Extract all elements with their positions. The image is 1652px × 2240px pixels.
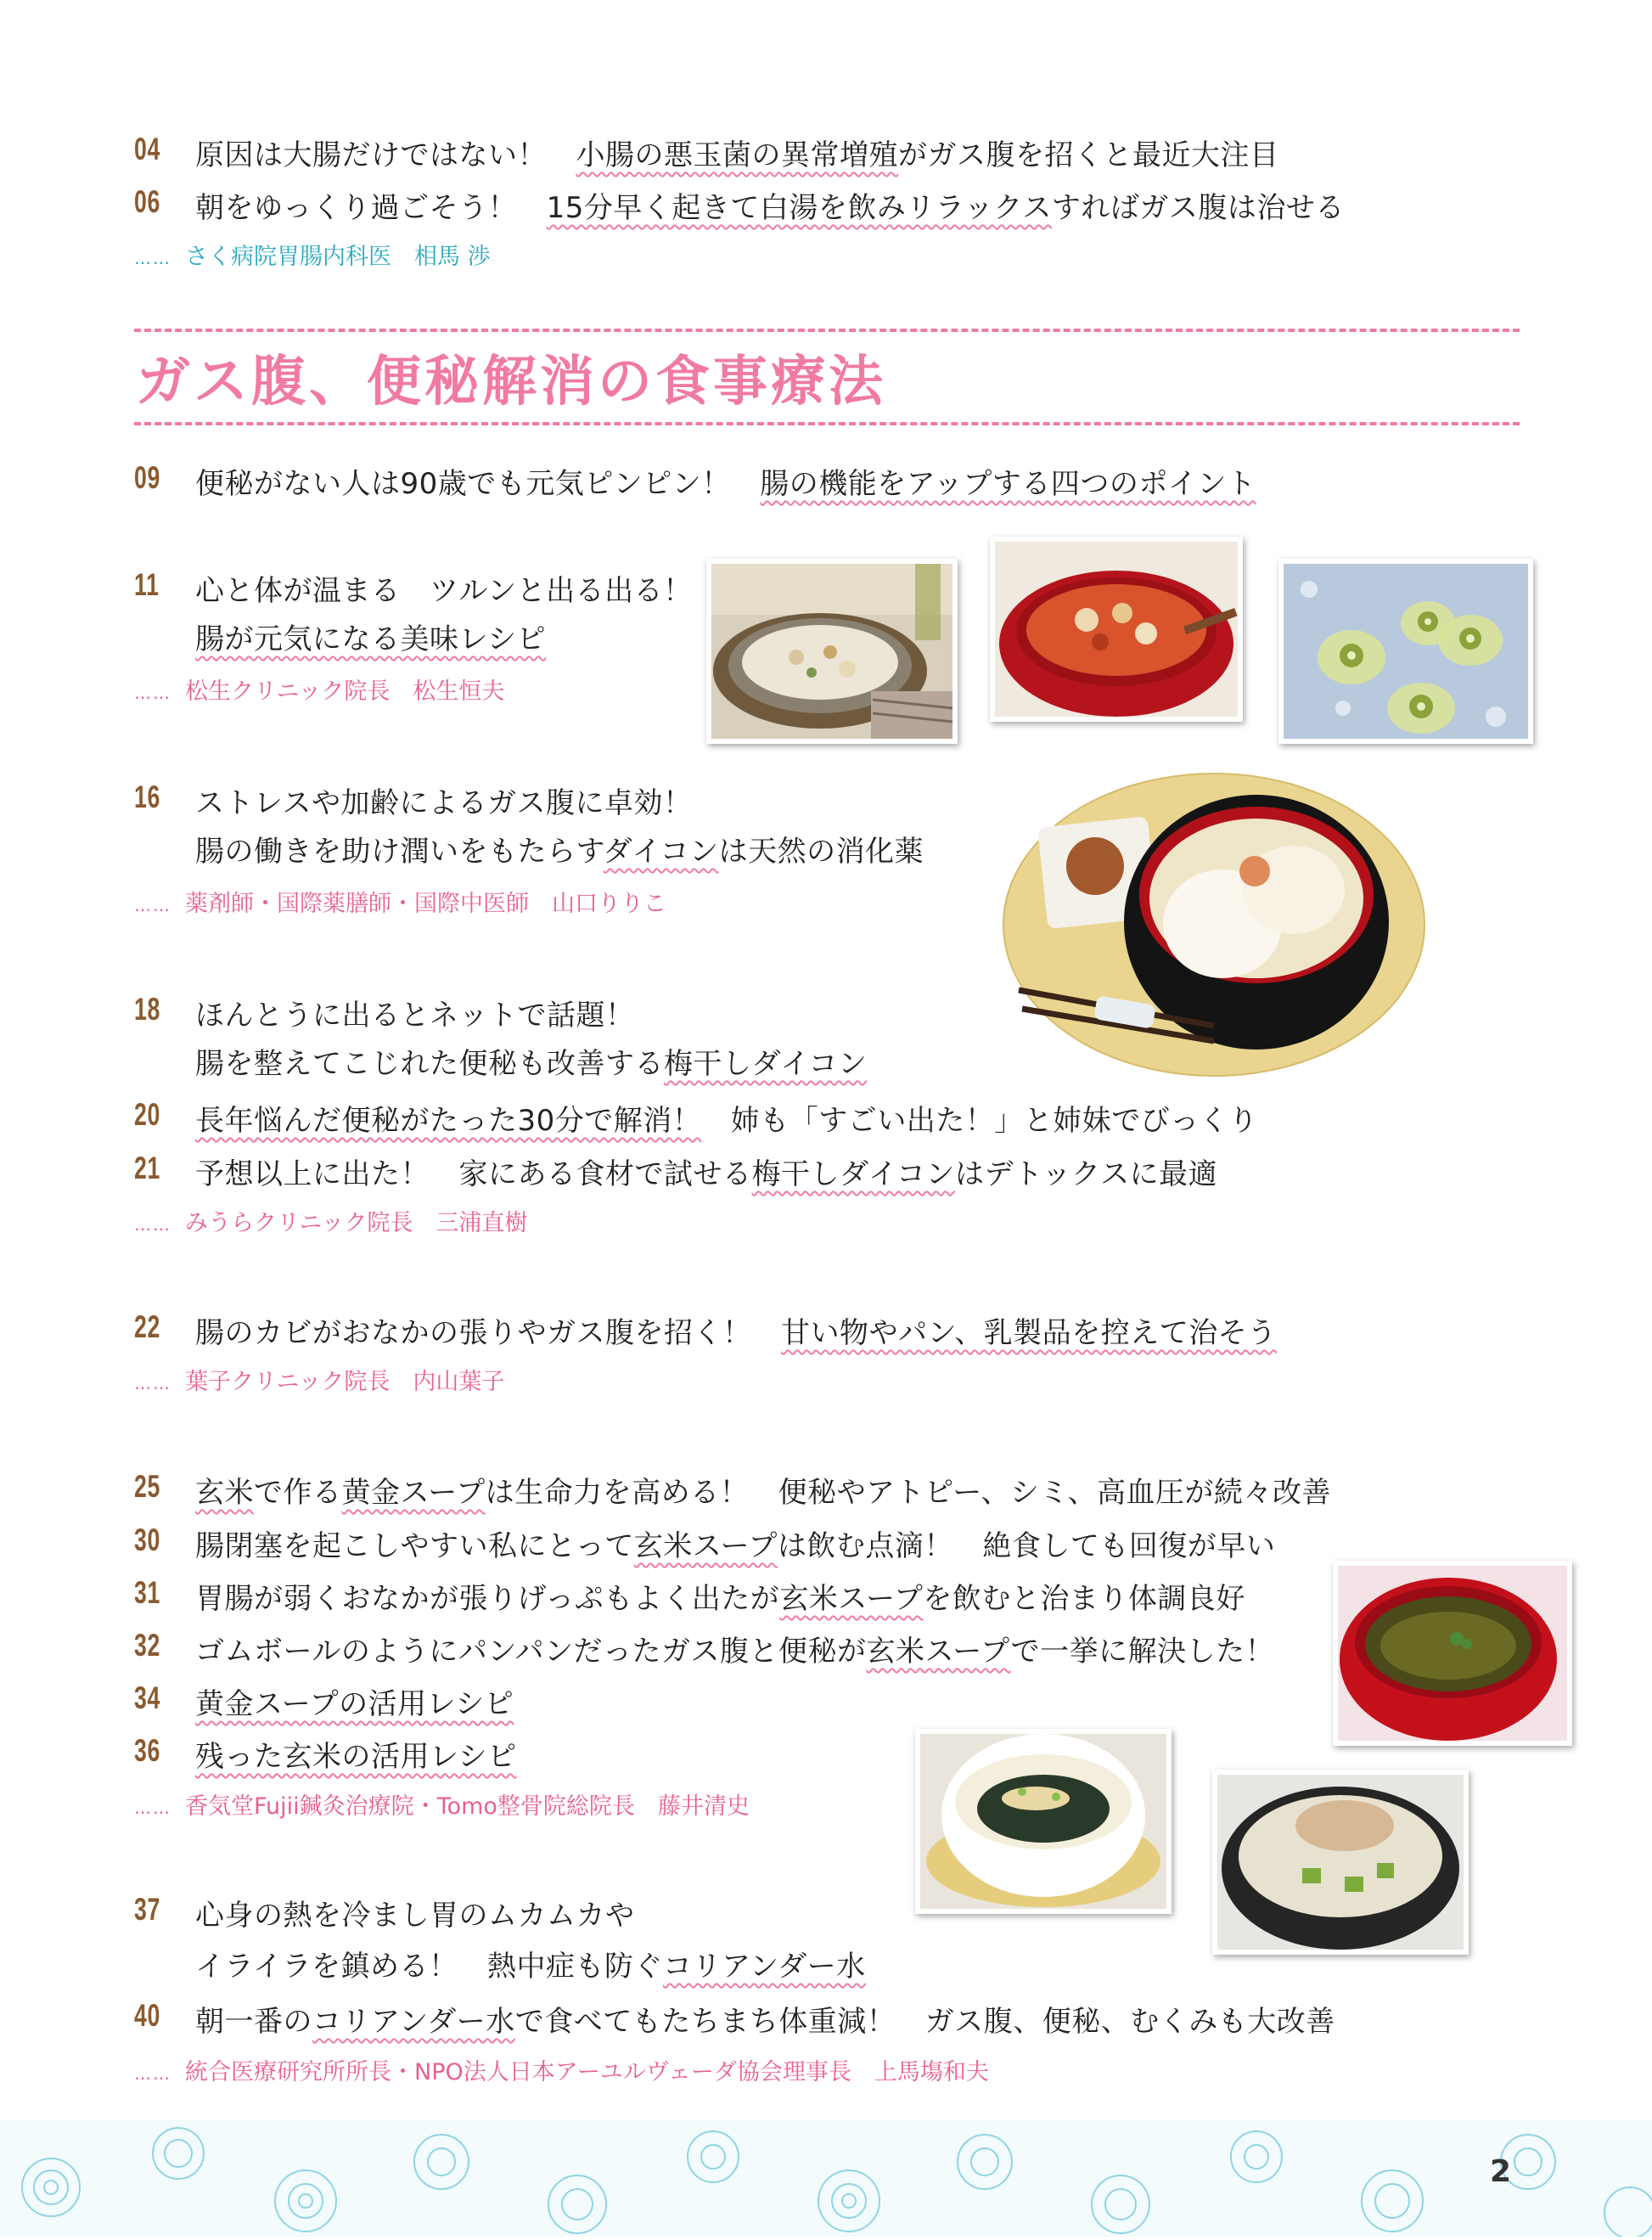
text-segment: 朝をゆっくり過ごそう！ <box>195 191 547 225</box>
underlined-phrase: 玄米スープ <box>779 1582 924 1616</box>
section-title: ガス腹、便秘解消の食事療法 <box>136 351 886 414</box>
underlined-phrase: 黄金スープ <box>341 1476 486 1510</box>
text-segment: 腸のカビがおなかの張りやガス腹を招く！ <box>195 1316 781 1350</box>
page-number: 25 <box>134 1469 161 1504</box>
page-number: 30 <box>134 1522 161 1557</box>
text-segment: すればガス腹は治せる <box>1051 191 1345 225</box>
dots-leader: …… <box>134 895 171 915</box>
underlined-phrase: 甘い物やパン、乳製品を控えて治そう <box>781 1316 1277 1350</box>
underlined-phrase: 黄金スープの活用レシピ <box>195 1687 514 1721</box>
photo-cream-stew <box>706 559 958 744</box>
text-segment: 胃腸が弱くおなかが張りげっぷもよく出たが <box>195 1582 780 1616</box>
entry-title <box>195 1733 517 1775</box>
underlined-phrase: 残った玄米の活用レシピ <box>195 1740 517 1774</box>
text-segment: 予想以上に出た！ 家にある食材で試せる <box>195 1157 752 1191</box>
text-segment: は生命力を高める！ 便秘やアトピー、シミ、高血圧が続々改善 <box>485 1476 1332 1510</box>
author-name: みうらクリニック院長 三浦直樹 <box>185 1210 528 1236</box>
entry-title <box>195 1680 514 1722</box>
text-segment: を飲むと治まり体調良好 <box>923 1582 1245 1616</box>
page-number: 21 <box>134 1151 161 1185</box>
photo-tomato-soup <box>990 537 1243 722</box>
author-name: 松生クリニック院長 松生恒夫 <box>185 678 505 705</box>
entry-title <box>195 1575 1245 1617</box>
text-segment: イライラを鎮める！ 熱中症も防ぐ <box>195 1950 663 1984</box>
footer-rose-pattern <box>0 2119 1652 2237</box>
entry-title <box>195 1469 1331 1511</box>
author-name: 統合医療研究所所長・NPO法人日本アーユルヴェーダ協会理事長 上馬塲和夫 <box>185 2059 989 2085</box>
text-segment: 朝一番の <box>195 2005 312 2039</box>
author-credit <box>134 885 666 918</box>
dots-leader: …… <box>134 2063 171 2084</box>
text-segment: 姉も「すごい出た！」と姉妹でびっくり <box>701 1104 1258 1138</box>
entry-title <box>195 1151 1217 1192</box>
text-segment: 腸閉塞を起こしやすい私にとって <box>195 1529 634 1563</box>
page-number: 06 <box>134 184 161 219</box>
underlined-phrase: 玄米 <box>195 1476 254 1510</box>
entry-title <box>195 184 1345 226</box>
author-credit <box>134 1787 750 1821</box>
text-segment: は飲む点滴！ 絶食しても回復が早い <box>777 1529 1276 1563</box>
page-number: 20 <box>134 1097 161 1132</box>
text-segment: 腸を整えてこじれた便秘も改善する <box>195 1047 664 1081</box>
entry-title <box>195 1309 1277 1351</box>
text-segment: は天然の消化薬 <box>718 835 924 869</box>
photo-wakame-soup <box>915 1729 1172 1914</box>
page-number: 32 <box>134 1628 161 1663</box>
text-segment: 便秘がない人は90歳でも元気ピンピン！ <box>195 467 761 501</box>
author-credit <box>134 1204 527 1237</box>
dots-leader: …… <box>134 683 171 703</box>
page-number: 16 <box>134 779 161 814</box>
page-number: 37 <box>134 1892 161 1927</box>
underlined-phrase: 梅干しダイコン <box>751 1157 955 1191</box>
author-credit <box>134 2053 989 2086</box>
underlined-phrase: コリアンダー水 <box>312 2005 515 2039</box>
section-divider-bottom <box>134 422 1520 425</box>
page-number: 34 <box>134 1680 161 1715</box>
entry-title-line2 <box>195 828 924 870</box>
page-number: 36 <box>134 1733 161 1768</box>
underlined-phrase: 小腸の悪玉菌の異常増殖 <box>576 138 898 172</box>
page-number: 40 <box>134 1998 161 2033</box>
entry-title-line1: 心身の熱を冷まし胃のムカムカや <box>195 1899 635 1933</box>
text-segment: 腸の働きを助け潤いをもたらす <box>195 835 604 869</box>
entry-title-line2 <box>195 1943 866 1984</box>
underlined-phrase: 梅干しダイコン <box>664 1047 868 1081</box>
author-credit <box>134 238 491 271</box>
page-number-footer: 2 <box>1489 2154 1511 2189</box>
page-number: 11 <box>134 567 160 602</box>
underlined-phrase: コリアンダー水 <box>662 1950 866 1984</box>
text-segment: がガス腹を招くと最近大注目 <box>898 138 1279 172</box>
section-divider-top <box>134 329 1520 332</box>
author-name: 薬剤師・国際薬膳師・国際中医師 山口りりこ <box>185 891 666 917</box>
author-name: 葉子クリニック院長 内山葉子 <box>185 1369 505 1395</box>
underlined-phrase: 玄米スープ <box>633 1529 778 1563</box>
entry-title <box>195 1998 1335 2040</box>
entry-title <box>195 132 1279 173</box>
entry-title <box>195 460 1256 502</box>
entry-title <box>195 1522 1275 1564</box>
entry-title-line1: ほんとうに出るとネットで話題！ <box>195 999 635 1033</box>
photo-genmai-soup-red <box>1333 1561 1572 1746</box>
author-name: さく病院胃腸内科医 相馬 渉 <box>185 244 491 270</box>
entry-title-line1: 心と体が温まる ツルンと出る出る！ <box>195 574 693 608</box>
photo-genmai-porridge <box>1212 1770 1469 1955</box>
dots-leader: …… <box>134 248 171 268</box>
underlined-phrase: 腸が元気になる美味レシピ <box>195 622 547 656</box>
underlined-phrase: 腸の機能をアップする四つのポイント <box>760 467 1256 501</box>
dots-leader: …… <box>134 1214 171 1235</box>
text-segment: で作る <box>254 1476 342 1510</box>
page-number: 18 <box>134 992 161 1027</box>
author-credit <box>134 1363 504 1396</box>
entry-title <box>195 1628 1274 1669</box>
author-credit <box>134 673 504 706</box>
photo-kiwi-jelly <box>1278 559 1533 744</box>
dots-leader: …… <box>134 1798 171 1818</box>
underlined-phrase: 長年悩んだ便秘がたった30分で解消！ <box>195 1104 702 1138</box>
entry-title-line1: ストレスや加齢によるガス腹に卓効！ <box>195 786 693 820</box>
entry-title-line2 <box>195 1040 867 1082</box>
page-number: 22 <box>134 1309 161 1344</box>
text-segment: で一挙に解決した！ <box>1010 1635 1275 1669</box>
photo-daikon-soup <box>1002 771 1426 1078</box>
text-segment: はデトックスに最適 <box>954 1157 1218 1191</box>
text-segment: 原因は大腸だけではない！ <box>195 138 576 172</box>
entry-title-line2 <box>195 616 546 657</box>
text-segment: ゴムボールのようにパンパンだったガス腹と便秘が <box>195 1635 867 1669</box>
dots-leader: …… <box>134 1373 171 1393</box>
underlined-phrase: 15分早く起きて白湯を飲みリラックス <box>546 191 1052 225</box>
text-segment: で食べてもたちまち体重減！ ガス腹、便秘、むくみも大改善 <box>514 2005 1335 2039</box>
page-number: 31 <box>134 1575 161 1610</box>
page-number: 04 <box>134 132 161 166</box>
author-name: 香気堂Fujii鍼灸治療院・Tomo整骨院総院長 藤井清史 <box>185 1793 750 1820</box>
entry-title <box>195 1097 1258 1139</box>
underlined-phrase: 玄米スープ <box>866 1635 1011 1669</box>
underlined-phrase: ダイコン <box>603 835 719 869</box>
page-number: 09 <box>134 460 161 495</box>
